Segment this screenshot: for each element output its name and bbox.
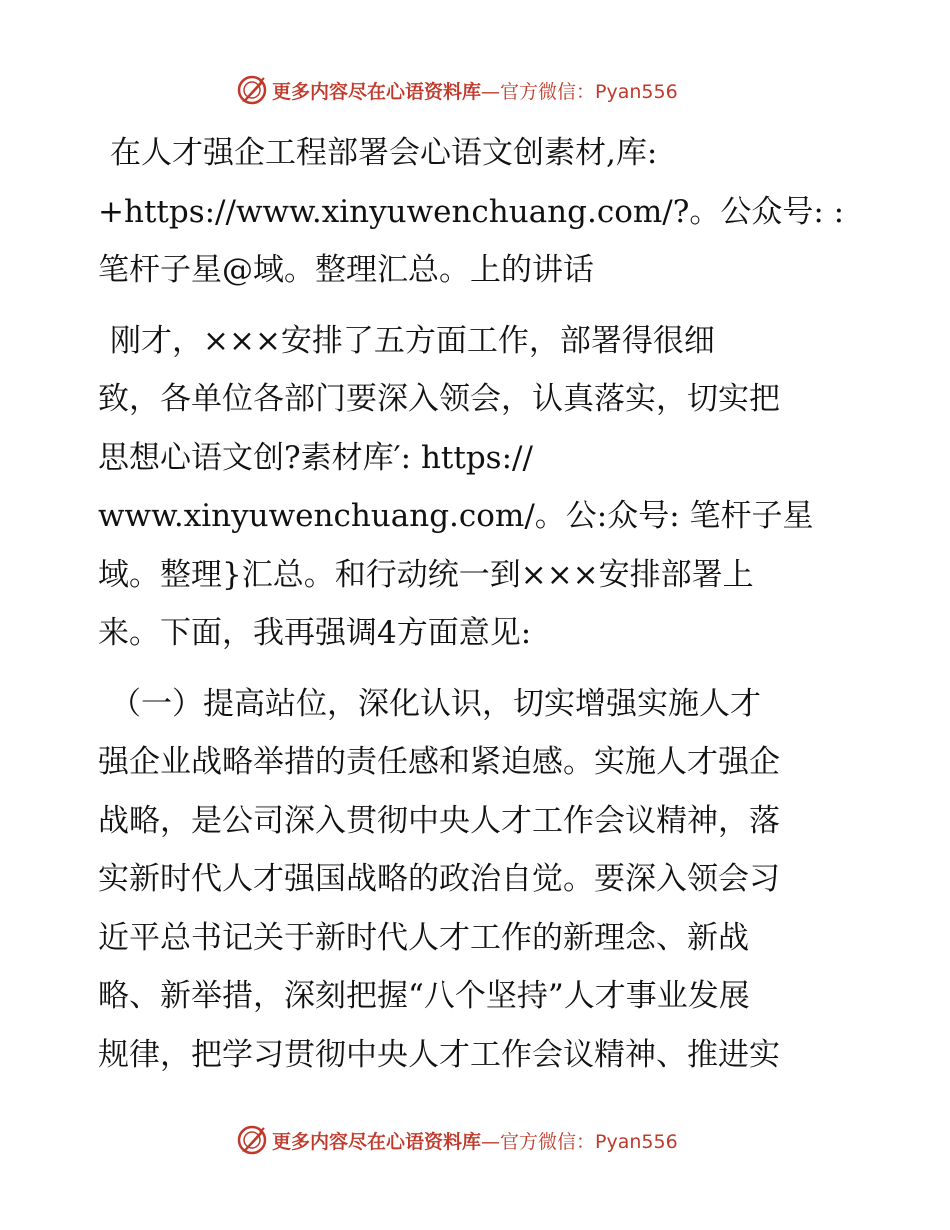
paragraph-title: 在人才强企工程部署会心语文创素材,库: +https://www.xinyuwenchuang.com/?。公众号: : 笔杆子星@域。整理汇总。上的讲话 [98, 135, 845, 288]
red-quill-logo-icon [236, 1124, 268, 1156]
header-banner [236, 72, 678, 108]
red-quill-logo-icon [236, 74, 268, 106]
document-body [98, 124, 858, 1084]
footer-banner [236, 1122, 678, 1158]
footer-banner-text: 更多内容尽在心语资料库—官方微信：Pyan556 [272, 1130, 678, 1153]
header-banner-text: 更多内容尽在心语资料库—官方微信：Pyan556 [272, 80, 678, 103]
paragraph-section-one: （一）提高站位，深化认识，切实增强实施人才 强企业战略举措的责任感和紧迫感。实施人才强企 战略，是公司深入贯彻中央人才工作会议精神，落 实新时代人才强国战略的政治自觉。要深入领会习 近平总书记关于新时代人才工作的新理念、新战 略、新举措，深刻把握“八个坚持”人才事业发展 规律，把学习贯彻中央人才工作会议精神、推进实 [98, 685, 780, 1073]
paragraph-intro: 刚才，×××安排了五方面工作，部署得很细 致，各单位各部门要深入领会，认真落实，切实把 思想心语文创?素材库′: https:// www.xinyuwenchuang.com/。公:众号: 笔杆子星 域。整理}汇总。和行动统一到×××安排部署上 来。下面，我再强调4方面意见: [98, 322, 814, 651]
